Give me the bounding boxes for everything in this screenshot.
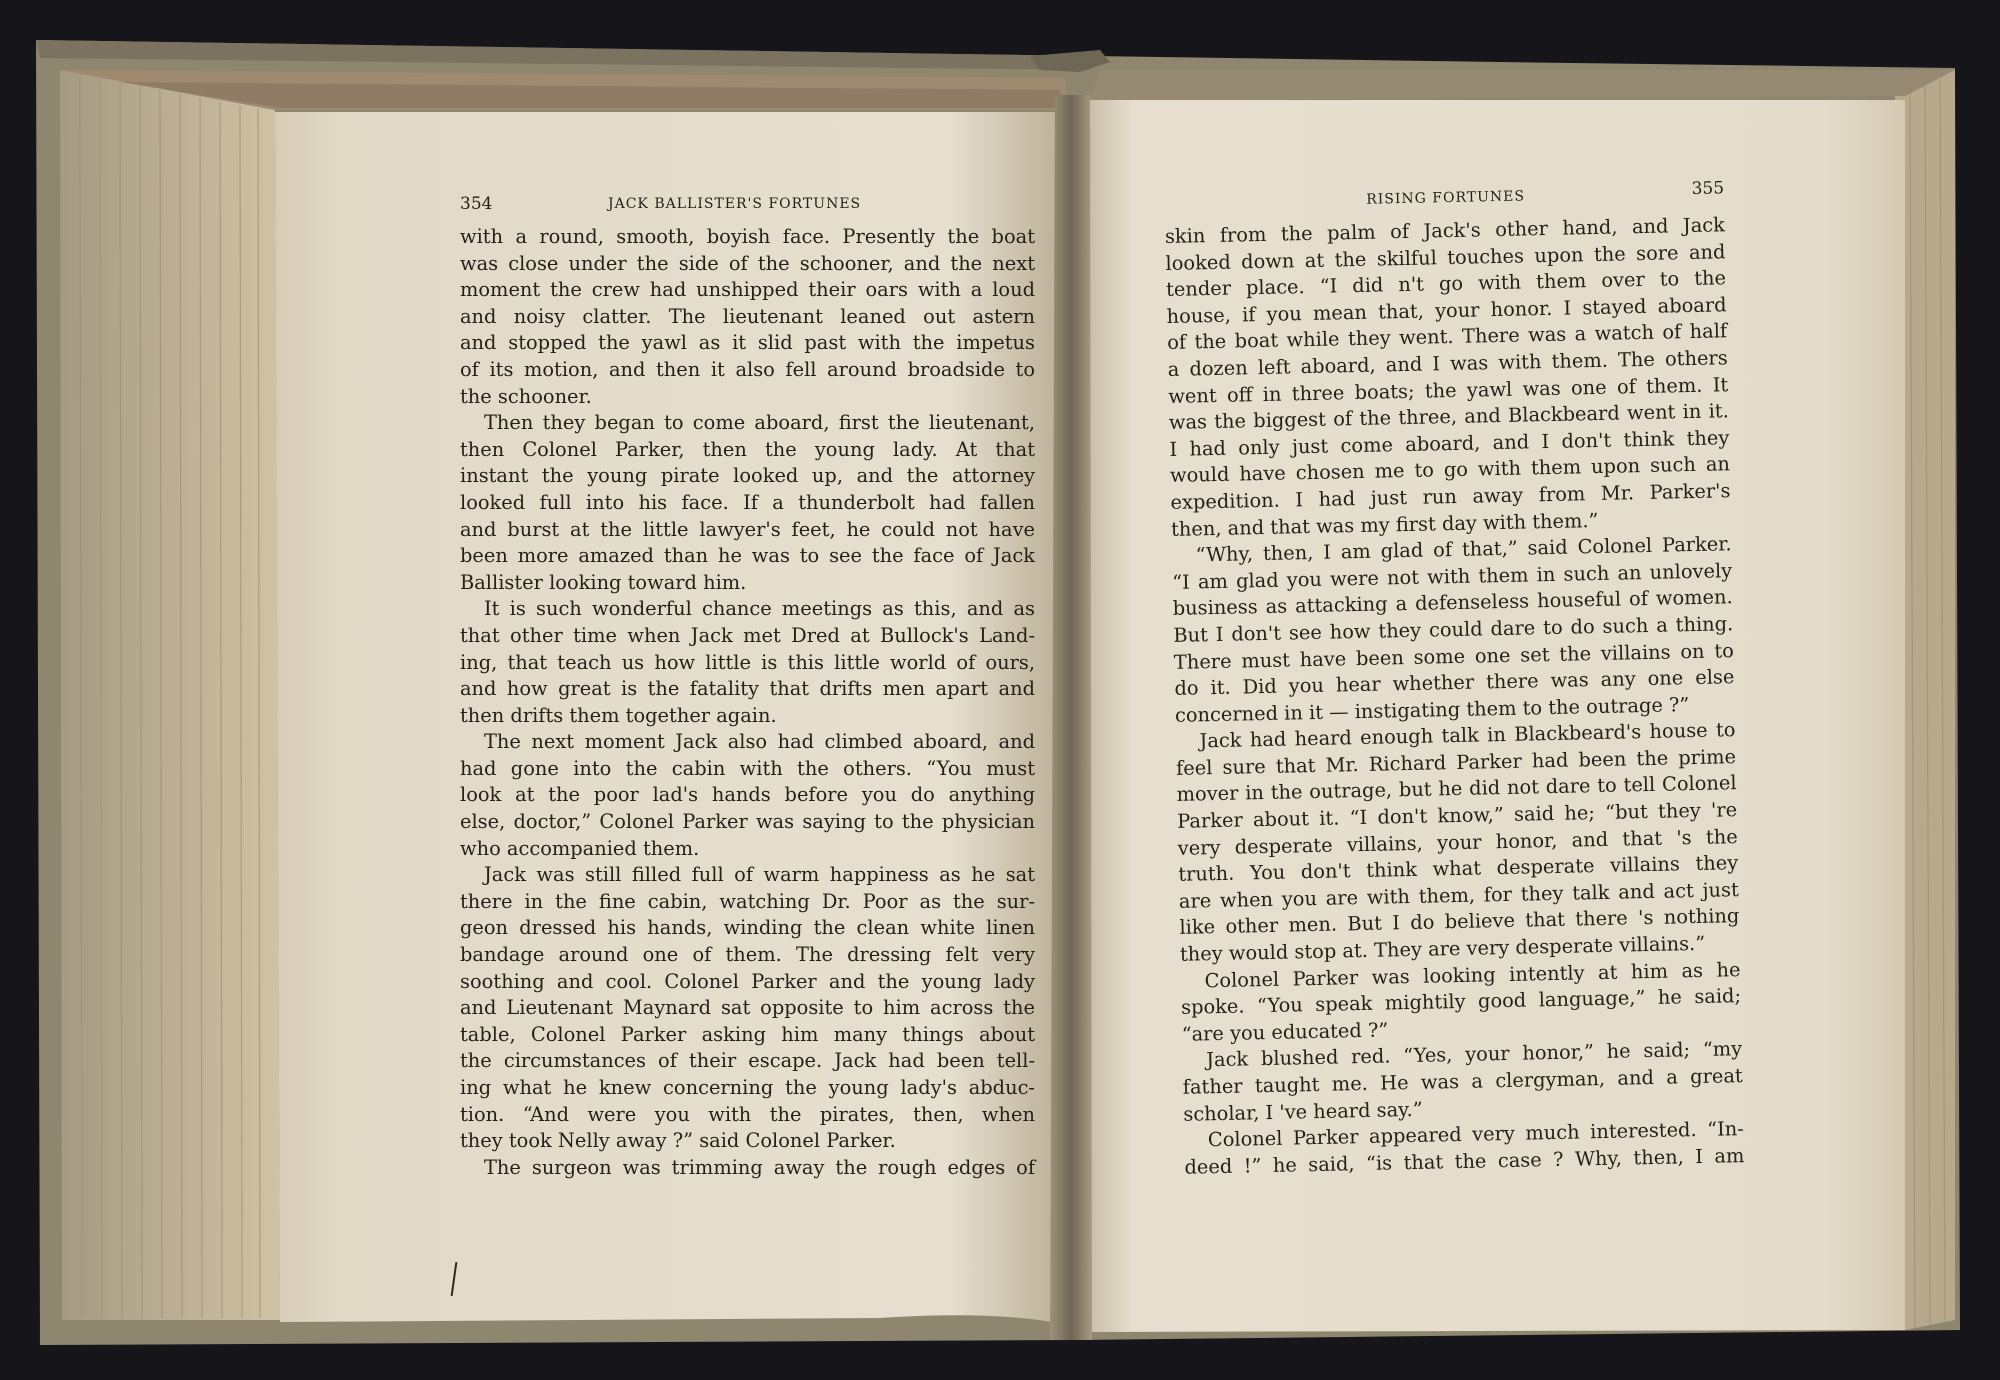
text-line: scholar, I 've heard say.” [1183,1097,1423,1126]
text-line: I had only just come aboard, and I don't think they [1169,425,1730,461]
text-line: tender place. “I did n't go with them over to the [1165,266,1727,302]
text-line: skin from the palm of Jack's other hand, and Jack [1164,213,1726,248]
text-line: was close under the side of the schooner, and the next [460,251,1035,275]
text-line: they took Nelly away ?” said Colonel Parker. [460,1129,896,1153]
running-head-title-left: JACK BALLISTER'S FORTUNES [608,196,862,212]
text-line: looked full into his face. If a thunderbolt had fallen [460,490,1035,514]
text-line: Ballister looking toward him. [460,570,747,594]
text-line: would have chosen me to go with them upon such an [1169,452,1731,488]
text-line: that other time when Jack met Dred at Bullock's Land- [460,623,1035,647]
text-line: look at the poor lad's hands before you do anything [460,783,1035,807]
text-line: But I don't see how they could dare to do such a thing. [1173,612,1734,647]
text-line: moment the crew had unshipped their oars with a loud [460,278,1035,302]
text-line: then Colonel Parker, then the young lady. At that [460,437,1035,461]
text-line: do it. Did you hear whether there was any one else [1174,665,1735,700]
text-line: Colonel Parker was looking intently at him as he [1204,957,1741,992]
text-line: house, if you mean that, your honor. I stayed aboard [1166,293,1727,328]
text-line: deed !” he said, “is that the case ? Why, then, I am [1184,1143,1745,1179]
text-line: they would stop at. They are very desperate villains.” [1179,931,1706,966]
text-line: “Why, then, I am glad of that,” said Colonel Parker. [1195,532,1732,567]
right-page-body [1165,212,1745,1181]
left-running-head [460,190,1035,224]
text-line: very desperate villains, your honor, and that 's the [1177,824,1738,860]
text-line: Jack blushed red. “Yes, your honor,” he said; “my [1205,1037,1743,1072]
text-line: the circumstances of their escape. Jack had been tell- [460,1049,1035,1073]
text-line: Then they began to come aboard, first the lieutenant, [484,411,1035,435]
text-line: ing, that teach us how little is this little world of ours, [460,650,1035,674]
text-line: It is such wonderful chance meetings as this, and as [484,597,1035,621]
text-line: went off in three boats; the yawl was one of them. It [1168,372,1729,408]
text-line: soothing and cool. Colonel Parker and the young lady [460,969,1035,993]
text-line: Jack was still filled full of warm happiness as he sat [484,863,1035,887]
gutter [1050,95,1092,1340]
text-line: father taught me. He was a clergyman, and a great [1182,1064,1743,1099]
text-line: Parker about it. “I don't know,” said he; “but they 're [1176,798,1738,833]
text-line: geon dressed his hands, winding the clean white linen [460,916,1035,940]
text-line: a dozen left aboard, and I was with them. The others [1167,346,1728,381]
text-line: feel sure that Mr. Richard Parker had been the prime [1175,745,1737,780]
running-head-title-right: RISING FORTUNES [1366,188,1526,208]
text-line: “are you educated ?” [1181,1018,1389,1046]
text-line: and Lieutenant Maynard sat opposite to him across the [460,996,1035,1020]
text-line: was the biggest of the three, and Blackbeard went in it. [1168,399,1729,435]
left-page-body [460,224,1035,1181]
left-page-edges [60,70,280,1320]
text-line: The next moment Jack also had climbed aboard, and [484,730,1035,754]
text-line: with a round, smooth, boyish face. Presently the boat [460,225,1035,248]
text-line: Colonel Parker appeared very much interested. “In- [1207,1117,1745,1152]
text-line: and stopped the yawl as it slid past with the impetus [460,331,1035,355]
left-page-content [460,190,1035,1181]
text-line: mover in the outrage, but he did not dare to tell Colonel [1176,771,1737,807]
page-number-right: 355 [1691,178,1725,199]
text-line: expedition. I had just run away from Mr. Parker's [1170,479,1731,514]
text-line: then drifts them together again. [460,703,777,727]
text-line: who accompanied them. [460,836,700,860]
text-line: “I am glad you were not with them in such an unlovely [1171,558,1733,594]
text-line: there in the fine cabin, watching Dr. Poor as the sur- [460,889,1035,913]
text-line: then, and that was my first day with them.” [1170,508,1599,541]
text-line: of its motion, and then it also fell around broadside to [460,357,1035,381]
text-line: the schooner. [460,384,592,408]
text-line: The surgeon was trimming away the rough edges of [484,1155,1035,1179]
text-line: are when you are with them, for they talk and act just [1178,877,1740,913]
text-line: like other men. But I do believe that there 's nothing [1179,904,1740,940]
text-line: else, doctor,” Colonel Parker was saying to the physician [460,810,1035,834]
text-line: and noisy clatter. The lieutenant leaned out astern [460,304,1035,328]
text-line: concerned in it — instigating them to the outrage ?” [1174,692,1690,727]
text-line: ing what he knew concerning the young lady's abduc- [460,1076,1035,1099]
text-line: table, Colonel Parker asking him many things about [460,1022,1035,1046]
text-line: spoke. “You speak mightily good language,” he said; [1180,984,1742,1020]
right-page-content [1164,178,1745,1181]
text-line: and burst at the little lawyer's feet, he could not have [460,517,1035,541]
text-line: truth. You don't think what desperate villains they [1178,851,1739,887]
text-line: Jack had heard enough talk in Blackbeard's house to [1199,718,1736,753]
text-line: had gone into the cabin with the others. “You must [460,756,1035,780]
text-line: of the boat while they went. There was a watch of half [1166,319,1728,355]
page-number-left: 354 [460,194,493,214]
text-line: There must have been some one set the villains on to [1173,638,1735,674]
text-line: tion. “And were you with the pirates, then, when [460,1102,1035,1126]
text-line: and how great is the fatality that drifts men apart and [460,677,1035,701]
text-line: business as attacking a defenseless houseful of women. [1172,585,1733,621]
text-line: instant the young pirate looked up, and the attorney [460,464,1035,488]
text-line: been more amazed than he was to see the face of Jack [460,544,1035,568]
text-line: looked down at the skilful touches upon the sore and [1165,239,1726,275]
text-line: bandage around one of them. The dressing felt very [460,943,1035,967]
